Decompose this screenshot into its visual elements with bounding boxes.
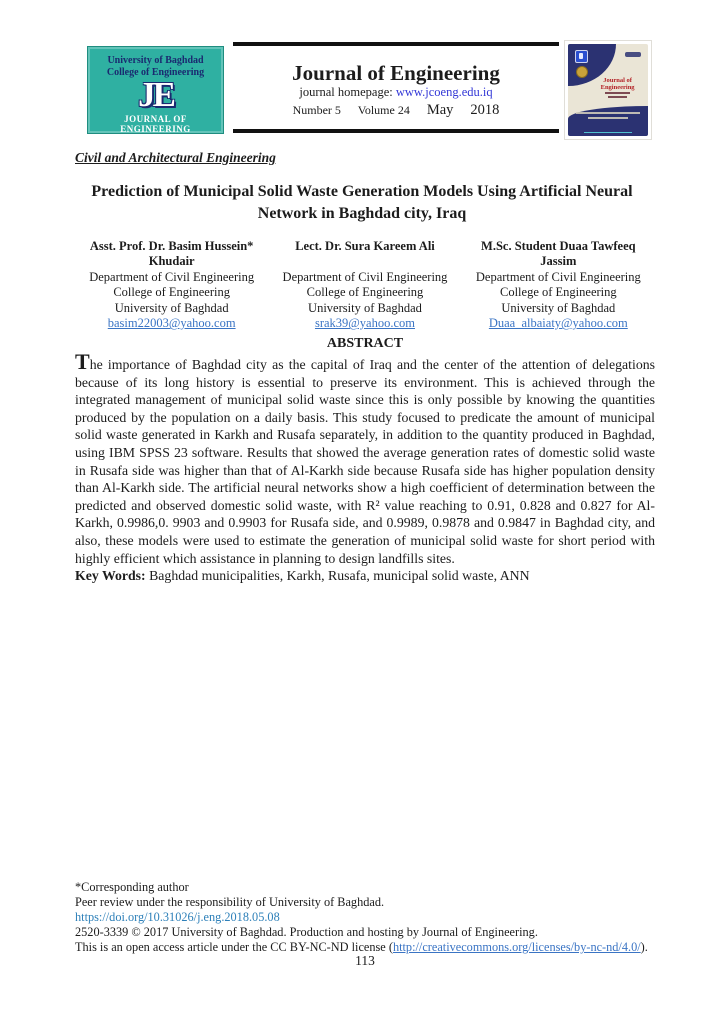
paper-title: Prediction of Municipal Solid Waste Generation Models Using Artificial Neural Network in Baghdad city, Iraq [91,183,633,222]
university-logo [87,46,224,134]
author-email-link[interactable]: Duaa_albaiaty@yahoo.com [488,316,628,331]
author-column-2 [268,239,461,332]
doi-link[interactable]: https://doi.org/10.31026/j.eng.2018.05.08 [75,910,280,924]
author-column-1 [75,239,268,332]
author-college: College of Engineering [113,285,230,300]
journal-title: Journal of Engineering [292,61,500,85]
ministry-emblem-icon [625,52,641,57]
cover-footer-accent [584,132,632,133]
logo-university-line: University of Baghdad [107,55,204,66]
abstract-text: The importance of Baghdad city as the capital of Iraq and the center of the attention of delegations because of its long history is essential to preserve its environment. This is achieved through the integrated management of municipal solid waste since this is only possible by knowing the quantities produced by the population on a daily basis. This study focused to predicate the amount of municipal solid waste generated in Karkh and Rusafa separately, in addition to the quantity produced in Baghdad, using IBM SPSS 23 software. Results that showed the average generation rates of domestic solid waste in Rusafa side was higher than that of Al-Karkh side because Rusafa side has higher population density than Al-Karkh side. The artificial neural networks show a high coefficient of determination between the predicted and observed domestic solid waste, with R² value reaching to 0.91, 0.828 and 0.827 for Al-Karkh, 0.9986,0. 9903 and 0.9903 for Rusafa side, and 0.9989, 0.9878 and 0.9847 in Baghdad city, and also, these models were used to estimate the generation of municipal solid waste for short period with highly efficient which assistance in planning to design landfills sites. [75,349,655,566]
logo-college-line: College of Engineering [106,67,205,78]
homepage-label: journal homepage: [299,85,396,99]
issue-number: Number 5 [292,103,341,117]
keywords-line [75,567,655,585]
issue-month: May [426,102,454,118]
journal-homepage-link[interactable]: www.jcoeng.edu.iq [395,85,493,99]
section-label: Civil and Architectural Engineering [75,150,276,165]
author-department: Department of Civil Engineering [475,270,641,284]
university-emblem-icon [575,50,588,63]
author-department: Department of Civil Engineering [282,270,448,284]
issn-copyright-line: 2520-3339 © 2017 University of Baghdad. Production and hosting by Journal of Engineering. [75,925,538,939]
author-column-3 [462,239,655,332]
author-university: University of Baghdad [114,300,229,315]
journal-cover [568,44,648,136]
page-number: 113 [355,953,375,968]
cover-subtitle-line [605,92,631,94]
cover-footer-line [576,112,640,114]
keywords-label: Key Words: [75,568,146,584]
journal-masthead [233,42,559,133]
author-college: College of Engineering [500,285,617,300]
author-name: Asst. Prof. Dr. Basim Hussein* Khudair [89,239,254,269]
author-name: Lect. Dr. Sura Kareem Ali [295,239,435,253]
logo-caption: JOURNAL OF ENGINEERING [120,114,191,134]
license-prefix: This is an open access article under the CC BY-NC-ND license ( [75,940,393,954]
peer-review-note: Peer review under the responsibility of University of Baghdad. [75,895,385,909]
issue-year: 2018 [470,102,500,118]
cover-journal-title: Journal of Engineering [600,77,635,92]
issue-volume: Volume 24 [357,103,410,117]
journal-acronym: JE [138,75,173,114]
author-department: Department of Civil Engineering [89,270,255,284]
cover-subtitle-line [608,96,627,98]
corresponding-author-note: *Corresponding author [75,880,189,894]
gold-seal-icon [576,66,588,78]
author-university: University of Baghdad [501,300,616,315]
abstract-heading: ABSTRACT [326,336,404,351]
author-name: M.Sc. Student Duaa Tawfeeq Jassim [481,239,636,269]
footer-block [75,880,675,955]
cover-footer-line [588,117,628,119]
author-college: College of Engineering [306,285,424,300]
homepage-line [233,85,559,100]
license-suffix: ). [640,940,648,954]
journal-cover-thumbnail [564,40,652,140]
author-university: University of Baghdad [308,300,422,315]
author-email-link[interactable]: basim22003@yahoo.com [107,316,236,331]
abstract-body [75,349,655,585]
issue-line [233,102,559,119]
author-email-link[interactable]: srak39@yahoo.com [314,316,415,331]
authors-block [75,239,655,332]
keywords-text: Baghdad municipalities, Karkh, Rusafa, municipal solid waste, ANN [145,568,530,584]
license-link[interactable]: http://creativecommons.org/licenses/by-nc-nd/4.0/ [392,940,641,954]
